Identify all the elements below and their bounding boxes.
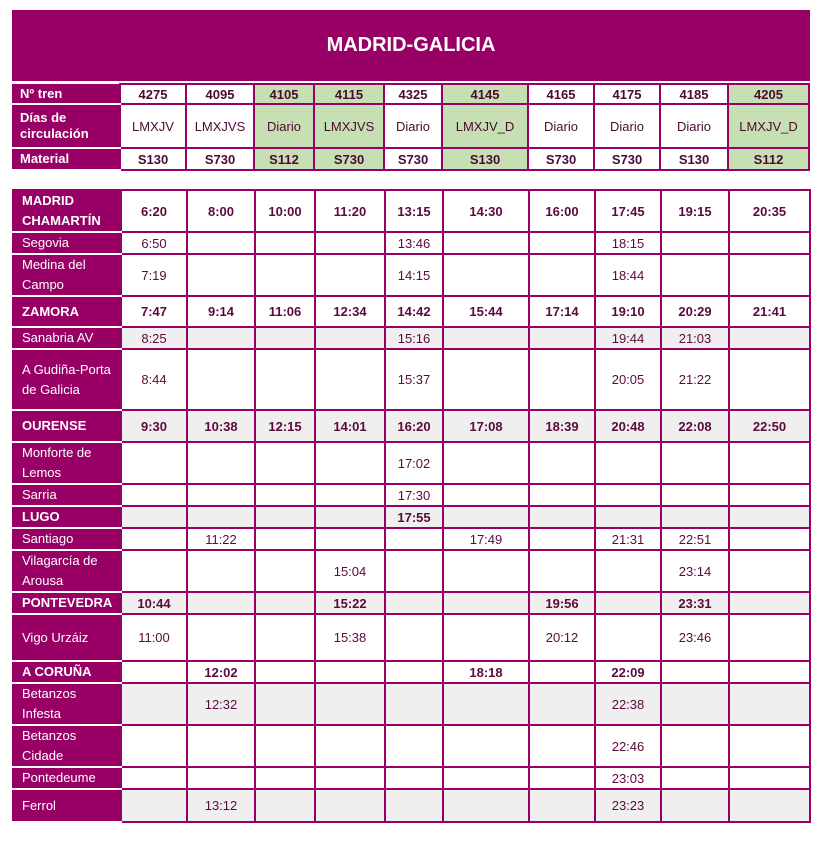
time-cell: 19:15 <box>661 190 729 232</box>
train-material-cell: S112 <box>728 148 809 170</box>
time-cell <box>315 254 385 296</box>
time-cell: 17:14 <box>529 296 595 327</box>
train-number-label: Nº tren <box>12 84 120 104</box>
train-number-row <box>12 84 809 104</box>
time-cell <box>315 683 385 725</box>
time-cell: 17:02 <box>385 442 443 484</box>
stop-row <box>13 442 810 484</box>
stop-name: Betanzos Infesta <box>13 683 121 725</box>
timetable <box>12 189 811 823</box>
time-cell: 15:22 <box>315 592 385 614</box>
time-cell <box>661 442 729 484</box>
stop-name: LUGO <box>13 506 121 528</box>
time-cell: 6:20 <box>121 190 187 232</box>
time-cell <box>255 767 315 789</box>
time-cell: 10:00 <box>255 190 315 232</box>
time-cell <box>121 789 187 822</box>
time-cell <box>255 592 315 614</box>
time-cell <box>443 789 529 822</box>
time-cell <box>661 767 729 789</box>
time-cell <box>661 484 729 506</box>
time-cell <box>529 484 595 506</box>
train-days-cell: Diario <box>254 104 314 148</box>
time-cell <box>315 349 385 410</box>
time-cell <box>595 484 661 506</box>
time-cell <box>255 725 315 767</box>
time-cell: 10:44 <box>121 592 187 614</box>
time-cell <box>729 349 810 410</box>
time-cell: 15:44 <box>443 296 529 327</box>
time-cell <box>443 725 529 767</box>
time-cell <box>729 484 810 506</box>
train-number-cell: 4115 <box>314 84 384 104</box>
time-cell: 17:55 <box>385 506 443 528</box>
stop-row <box>13 614 810 661</box>
time-cell <box>529 506 595 528</box>
time-cell <box>121 506 187 528</box>
time-cell: 23:46 <box>661 614 729 661</box>
time-cell <box>187 442 255 484</box>
time-cell <box>443 327 529 349</box>
time-cell: 17:08 <box>443 410 529 442</box>
time-cell <box>729 725 810 767</box>
stop-name: Betanzos Cidade <box>13 725 121 767</box>
material-label: Material <box>12 148 120 170</box>
time-cell <box>255 789 315 822</box>
time-cell <box>315 506 385 528</box>
time-cell: 10:38 <box>187 410 255 442</box>
stop-name: ZAMORA <box>13 296 121 327</box>
time-cell: 23:23 <box>595 789 661 822</box>
time-cell <box>385 592 443 614</box>
time-cell: 21:22 <box>661 349 729 410</box>
time-cell <box>661 232 729 254</box>
time-cell: 22:46 <box>595 725 661 767</box>
time-cell: 11:20 <box>315 190 385 232</box>
time-cell <box>661 683 729 725</box>
time-cell <box>729 789 810 822</box>
time-cell: 17:30 <box>385 484 443 506</box>
time-cell: 22:38 <box>595 683 661 725</box>
time-cell <box>315 661 385 683</box>
train-material-cell: S730 <box>186 148 254 170</box>
time-cell <box>187 550 255 592</box>
stop-name: Vigo Urzáiz <box>13 614 121 661</box>
train-material-cell: S730 <box>384 148 442 170</box>
stop-name: Segovia <box>13 232 121 254</box>
time-cell <box>443 683 529 725</box>
time-cell <box>729 592 810 614</box>
stop-name: A Gudiña-Porta de Galicia <box>13 349 121 410</box>
time-cell <box>529 349 595 410</box>
time-cell <box>187 506 255 528</box>
stop-row <box>13 327 810 349</box>
train-number-cell: 4325 <box>384 84 442 104</box>
train-number-cell: 4205 <box>728 84 809 104</box>
time-cell: 12:02 <box>187 661 255 683</box>
time-cell <box>187 327 255 349</box>
time-cell: 16:20 <box>385 410 443 442</box>
train-material-cell: S730 <box>528 148 594 170</box>
time-cell <box>443 232 529 254</box>
train-material-cell: S112 <box>254 148 314 170</box>
time-cell <box>255 349 315 410</box>
time-cell: 20:48 <box>595 410 661 442</box>
time-cell: 20:05 <box>595 349 661 410</box>
time-cell: 12:32 <box>187 683 255 725</box>
time-cell <box>385 550 443 592</box>
time-cell: 19:44 <box>595 327 661 349</box>
time-cell <box>595 592 661 614</box>
time-cell <box>255 484 315 506</box>
time-cell: 18:18 <box>443 661 529 683</box>
time-cell <box>529 683 595 725</box>
time-cell: 18:44 <box>595 254 661 296</box>
train-days-cell: LMXJV_D <box>442 104 528 148</box>
time-cell: 19:10 <box>595 296 661 327</box>
time-cell <box>729 506 810 528</box>
time-cell <box>255 614 315 661</box>
time-cell <box>187 767 255 789</box>
time-cell: 9:14 <box>187 296 255 327</box>
train-days-cell: Diario <box>384 104 442 148</box>
stop-row <box>13 683 810 725</box>
time-cell: 14:01 <box>315 410 385 442</box>
time-cell: 22:50 <box>729 410 810 442</box>
time-cell <box>443 506 529 528</box>
time-cell <box>595 442 661 484</box>
time-cell <box>529 767 595 789</box>
time-cell: 6:50 <box>121 232 187 254</box>
time-cell: 21:41 <box>729 296 810 327</box>
time-cell <box>729 767 810 789</box>
time-cell <box>443 442 529 484</box>
train-number-cell: 4175 <box>594 84 660 104</box>
time-cell <box>729 327 810 349</box>
time-cell <box>187 614 255 661</box>
time-cell <box>729 550 810 592</box>
stop-name: PONTEVEDRA <box>13 592 121 614</box>
time-cell: 23:14 <box>661 550 729 592</box>
time-cell <box>529 725 595 767</box>
time-cell <box>529 254 595 296</box>
time-cell <box>661 725 729 767</box>
time-cell: 19:56 <box>529 592 595 614</box>
time-cell <box>315 528 385 550</box>
days-label: Días de circulación <box>12 104 120 148</box>
time-cell: 22:08 <box>661 410 729 442</box>
time-cell <box>661 506 729 528</box>
time-cell: 17:45 <box>595 190 661 232</box>
time-cell <box>385 789 443 822</box>
time-cell <box>121 725 187 767</box>
train-days-cell: LMXJV_D <box>728 104 809 148</box>
stop-row <box>13 528 810 550</box>
time-cell <box>661 789 729 822</box>
stop-name: Santiago <box>13 528 121 550</box>
time-cell: 13:15 <box>385 190 443 232</box>
stop-name: MADRID CHAMARTÍN <box>13 190 121 232</box>
time-cell <box>187 232 255 254</box>
time-cell <box>121 442 187 484</box>
time-cell <box>729 614 810 661</box>
time-cell: 15:38 <box>315 614 385 661</box>
time-cell: 7:19 <box>121 254 187 296</box>
time-cell: 15:37 <box>385 349 443 410</box>
time-cell <box>529 232 595 254</box>
stop-name: Monforte de Lemos <box>13 442 121 484</box>
time-cell <box>529 327 595 349</box>
time-cell <box>729 661 810 683</box>
stop-row <box>13 296 810 327</box>
train-material-cell: S130 <box>660 148 728 170</box>
train-material-cell: S130 <box>442 148 528 170</box>
train-number-cell: 4105 <box>254 84 314 104</box>
stop-row <box>13 254 810 296</box>
time-cell <box>255 683 315 725</box>
time-cell <box>529 528 595 550</box>
stop-row <box>13 592 810 614</box>
time-cell <box>443 592 529 614</box>
time-cell: 23:31 <box>661 592 729 614</box>
stop-row <box>13 484 810 506</box>
stop-row <box>13 410 810 442</box>
time-cell: 22:09 <box>595 661 661 683</box>
time-cell <box>385 767 443 789</box>
time-cell <box>315 232 385 254</box>
time-cell <box>595 614 661 661</box>
stop-row <box>13 506 810 528</box>
stop-name: A CORUÑA <box>13 661 121 683</box>
train-material-cell: S730 <box>594 148 660 170</box>
time-cell <box>729 232 810 254</box>
time-cell: 12:15 <box>255 410 315 442</box>
time-cell <box>529 661 595 683</box>
time-cell <box>187 254 255 296</box>
time-cell <box>443 349 529 410</box>
stop-row <box>13 232 810 254</box>
time-cell: 11:00 <box>121 614 187 661</box>
time-cell: 14:30 <box>443 190 529 232</box>
time-cell <box>255 254 315 296</box>
time-cell: 15:04 <box>315 550 385 592</box>
time-cell: 13:12 <box>187 789 255 822</box>
time-cell <box>121 484 187 506</box>
time-cell <box>255 550 315 592</box>
train-number-cell: 4185 <box>660 84 728 104</box>
time-cell <box>315 789 385 822</box>
stop-row <box>13 725 810 767</box>
time-cell <box>729 683 810 725</box>
stop-row <box>13 349 810 410</box>
time-cell <box>385 528 443 550</box>
train-days-cell: LMXJVS <box>186 104 254 148</box>
time-cell <box>443 254 529 296</box>
stop-name: Vilagarcía de Arousa <box>13 550 121 592</box>
time-cell <box>529 789 595 822</box>
time-cell: 21:03 <box>661 327 729 349</box>
time-cell: 8:44 <box>121 349 187 410</box>
time-cell: 18:15 <box>595 232 661 254</box>
time-cell <box>187 349 255 410</box>
train-days-cell: LMXJVS <box>314 104 384 148</box>
time-cell <box>385 614 443 661</box>
time-cell <box>121 550 187 592</box>
time-cell <box>729 254 810 296</box>
time-cell <box>121 767 187 789</box>
stop-row <box>13 661 810 683</box>
time-cell <box>315 442 385 484</box>
time-cell: 22:51 <box>661 528 729 550</box>
time-cell <box>255 506 315 528</box>
time-cell <box>315 327 385 349</box>
time-cell: 20:12 <box>529 614 595 661</box>
time-cell <box>385 683 443 725</box>
time-cell: 20:35 <box>729 190 810 232</box>
time-cell <box>315 725 385 767</box>
train-number-cell: 4145 <box>442 84 528 104</box>
time-cell: 11:22 <box>187 528 255 550</box>
train-number-cell: 4095 <box>186 84 254 104</box>
time-cell: 21:31 <box>595 528 661 550</box>
stop-name: Ferrol <box>13 789 121 822</box>
time-cell: 23:03 <box>595 767 661 789</box>
train-days-cell: Diario <box>594 104 660 148</box>
days-row <box>12 104 809 148</box>
time-cell <box>121 661 187 683</box>
time-cell: 20:29 <box>661 296 729 327</box>
train-number-cell: 4275 <box>120 84 186 104</box>
time-cell <box>255 232 315 254</box>
time-cell <box>255 327 315 349</box>
time-cell <box>255 528 315 550</box>
time-cell <box>187 592 255 614</box>
train-material-cell: S730 <box>314 148 384 170</box>
time-cell <box>443 550 529 592</box>
time-cell <box>315 484 385 506</box>
time-cell: 16:00 <box>529 190 595 232</box>
stop-name: OURENSE <box>13 410 121 442</box>
time-cell <box>595 506 661 528</box>
page-title: MADRID-GALICIA <box>12 10 810 81</box>
time-cell <box>443 484 529 506</box>
time-cell <box>661 254 729 296</box>
time-cell <box>315 767 385 789</box>
time-cell <box>187 484 255 506</box>
stop-row <box>13 190 810 232</box>
time-cell <box>729 442 810 484</box>
stop-name: Sarria <box>13 484 121 506</box>
train-days-cell: Diario <box>528 104 594 148</box>
stop-name: Medina del Campo <box>13 254 121 296</box>
time-cell <box>529 442 595 484</box>
time-cell <box>385 725 443 767</box>
stop-name: Pontedeume <box>13 767 121 789</box>
time-cell: 8:25 <box>121 327 187 349</box>
time-cell <box>121 683 187 725</box>
time-cell: 12:34 <box>315 296 385 327</box>
time-cell <box>255 442 315 484</box>
stop-name: Sanabria AV <box>13 327 121 349</box>
train-header-table <box>12 83 810 171</box>
time-cell <box>529 550 595 592</box>
train-material-cell: S130 <box>120 148 186 170</box>
time-cell <box>443 767 529 789</box>
time-cell: 7:47 <box>121 296 187 327</box>
time-cell: 13:46 <box>385 232 443 254</box>
material-row <box>12 148 809 170</box>
time-cell <box>187 725 255 767</box>
stop-row <box>13 550 810 592</box>
stop-row <box>13 789 810 822</box>
time-cell: 9:30 <box>121 410 187 442</box>
time-cell <box>385 661 443 683</box>
time-cell: 8:00 <box>187 190 255 232</box>
time-cell: 14:42 <box>385 296 443 327</box>
time-cell <box>661 661 729 683</box>
time-cell: 15:16 <box>385 327 443 349</box>
train-number-cell: 4165 <box>528 84 594 104</box>
time-cell <box>121 528 187 550</box>
time-cell <box>729 528 810 550</box>
time-cell <box>595 550 661 592</box>
time-cell: 18:39 <box>529 410 595 442</box>
time-cell <box>255 661 315 683</box>
time-cell: 11:06 <box>255 296 315 327</box>
train-days-cell: Diario <box>660 104 728 148</box>
time-cell <box>443 614 529 661</box>
time-cell: 17:49 <box>443 528 529 550</box>
time-cell: 14:15 <box>385 254 443 296</box>
train-days-cell: LMXJV <box>120 104 186 148</box>
stop-row <box>13 767 810 789</box>
